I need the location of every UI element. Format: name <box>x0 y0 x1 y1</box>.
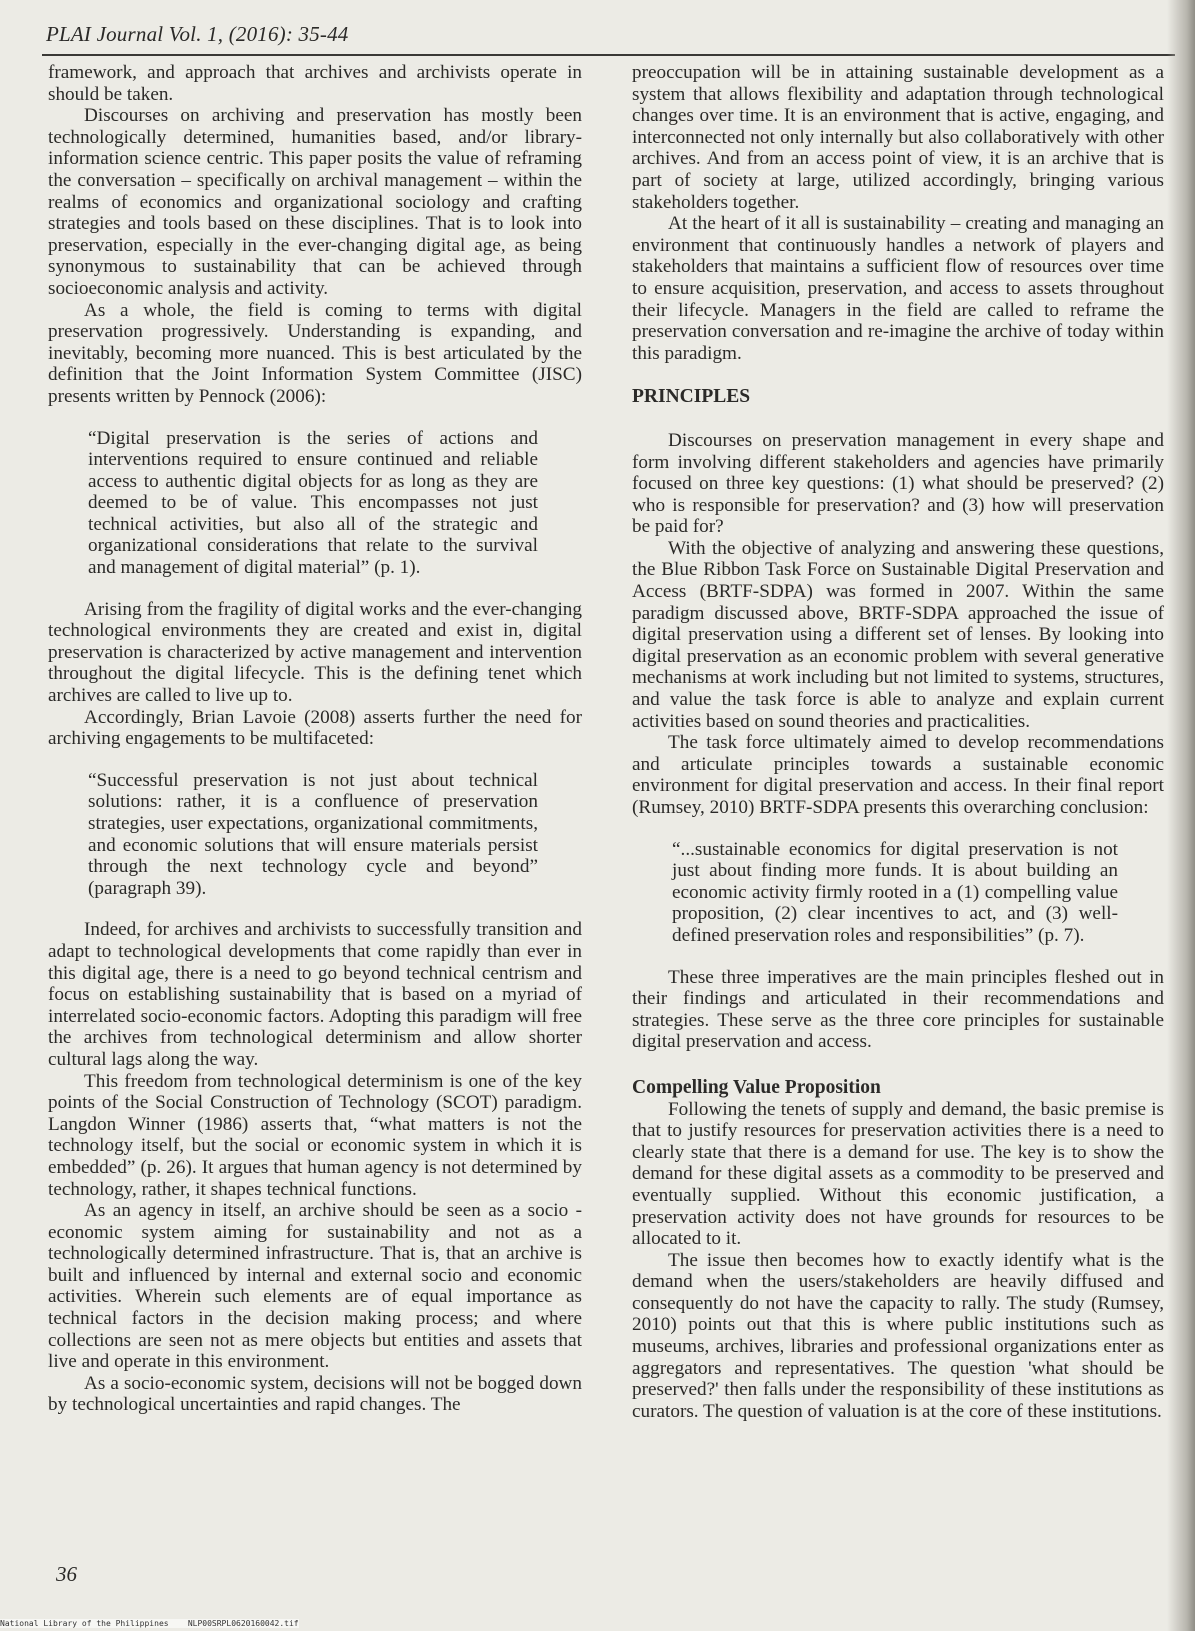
paragraph: framework, and approach that archives and archivists operate in should be taken. <box>48 62 582 105</box>
paragraph: As a whole, the field is coming to terms with digital preservation progressively. Understanding is expanding, and inevitably, becoming more nuanced. This is best articulated by the definition that the Joint Information System Committee (JISC) presents written by Pennock (2006): <box>48 299 582 407</box>
running-header: PLAI Journal Vol. 1, (2016): 35-44 <box>46 22 349 46</box>
paragraph: At the heart of it all is sustainability – creating and managing an environment that continuously handles a network of players and stakeholders that maintains a sufficient flow of resources over time to ensure acquisition, preservation, and access to assets throughout their lifecycle. Managers in the field are called to reframe the preservation conversation and re-imagine the archive of today within this paradigm. <box>632 213 1164 364</box>
binding-shadow <box>1167 0 1195 1631</box>
block-quote: “Successful preservation is not just about technical solutions: rather, it is a confluence of preservation strategies, user expectations, organizational commitments, and economic solutions that will ensure materials persist through the next technology cycle and beyond” (paragraph 39). <box>88 769 538 899</box>
header-rule <box>42 54 1175 56</box>
section-heading: PRINCIPLES <box>632 386 751 408</box>
paragraph: preoccupation will be in attaining sustainable development as a system that allows flexibility and adaptation through technological changes over time. It is an environment that is active, engaging, and interconnected not only internally but also collaboratively with other archives. And from an access point of view, it is an archive that is part of society at large, utilized accordingly, bringing various stakeholders together. <box>632 62 1164 213</box>
right-column <box>632 62 1164 1422</box>
block-quote: “Digital preservation is the series of actions and interventions required to ensure continued and reliable access to authentic digital objects for as long as they are deemed to be of value. This encompasses not just technical activities, but also all of the strategic and organizational considerations that relate to the survival and management of digital material” (p. 1). <box>88 427 538 579</box>
paragraph: The issue then becomes how to exactly identify what is the demand when the users/stakeholders are heavily diffused and consequently do not have the capacity to rally. The study (Rumsey, 2010) points out that this is where public institutions such as museums, archives, libraries and professional organizations enter as aggregators and representatives. The question 'what should be preserved?' then falls under the responsibility of these institutions as curators. The question of valuation is at the core of these institutions. <box>632 1249 1164 1422</box>
subsection-heading: Compelling Value Proposition <box>632 1076 881 1098</box>
paragraph: Discourses on archiving and preservation has mostly been technologically determined, humanities based, and/or library-information science centric. This paper posits the value of reframing the conversation – specifically on archival management – within the realms of economics and organizational sociology and crafting strategies and tools based on these disciplines. That is to look into preservation, especially in the ever-changing digital age, as being synonymous to sustainability that can be achieved through socioeconomic analysis and activity. <box>48 105 582 299</box>
paragraph: As an agency in itself, an archive should be seen as a socio -economic system aiming for sustainability and not as a technologically determined infrastructure. That is, that an archive is built and influenced by internal and external socio and economic activities. Wherein such elements are of equal importance as technical factors in the decision making process; and where collections are seen not as mere objects but entities and assets that live and operate in this environment. <box>48 1200 582 1373</box>
paragraph: Arising from the fragility of digital works and the ever-changing technological environments they are created and exist in, digital preservation is characterized by active management and intervention throughout the digital lifecycle. This is the defining tenet which archives are called to live up to. <box>48 598 582 707</box>
page-number: 36 <box>56 1562 77 1586</box>
block-quote: “...sustainable economics for digital preservation is not just about finding more funds. It is about building an economic activity firmly rooted in a (1) compelling value proposition, (2) clear incentives to act, and (3) well-defined preservation roles and responsibilities” (p. 7). <box>672 838 1118 946</box>
paragraph: As a socio-economic system, decisions will not be bogged down by technological uncertainties and rapid changes. The <box>48 1372 582 1416</box>
paragraph: Indeed, for archives and archivists to successfully transition and adapt to technological developments that come rapidly than ever in this digital age, there is a need to go beyond technical centrism and focus on establishing sustainability that is based on a myriad of interrelated socio-economic factors. Adopting this paradigm will free the archives from technological determinism and allow shorter cultural lags along the way. <box>48 919 582 1070</box>
paragraph: Accordingly, Brian Lavoie (2008) asserts further the need for archiving engagements to be multifaceted: <box>48 706 582 750</box>
paragraph: Discourses on preservation management in every shape and form involving different stakeholders and agencies have primarily focused on three key questions: (1) what should be preserved? (2) who is responsible for preservation? and (3) how will preservation be paid for? <box>632 429 1164 538</box>
scan-footer-stamp: National Library of the Philippines NLP00SRPL0620160042.tif <box>0 1619 299 1628</box>
paragraph: The task force ultimately aimed to develop recommendations and articulate principles towards a sustainable economic environment for digital preservation and access. In their final report (Rumsey, 2010) BRTF-SDPA presents this overarching conclusion: <box>632 732 1164 818</box>
paragraph: With the objective of analyzing and answering these questions, the Blue Ribbon Task Force on Sustainable Digital Preservation and Access (BRTF-SDPA) was formed in 2007. Within the same paradigm discussed above, BRTF-SDPA approached the issue of digital preservation using a different set of lenses. By looking into digital preservation as an economic problem with several generative mechanisms at work including but not limited to systems, structures, and value the task force is able to analyze and explain current activities based on sound theories and practicalities. <box>632 537 1164 732</box>
paragraph: These three imperatives are the main principles fleshed out in their findings and articulated in their recommendations and strategies. These serve as the three core principles for sustainable digital preservation and access. <box>632 966 1164 1053</box>
paragraph: Following the tenets of supply and demand, the basic premise is that to justify resources for preservation activities there is a need to clearly state that there is a demand for use. The key is to show the demand for these digital assets as a commodity to be preserved and eventually supplied. Without this economic justification, a preservation activity does not have grounds for resources to be allocated to it. <box>632 1098 1164 1250</box>
left-column <box>48 62 582 1416</box>
paragraph: This freedom from technological determinism is one of the key points of the Social Construction of Technology (SCOT) paradigm. Langdon Winner (1986) asserts that, “what matters is not the technology itself, but the social or economic system in which it is embedded” (p. 26). It argues that human agency is not determined by technology, rather, it shapes technical functions. <box>48 1070 582 1200</box>
